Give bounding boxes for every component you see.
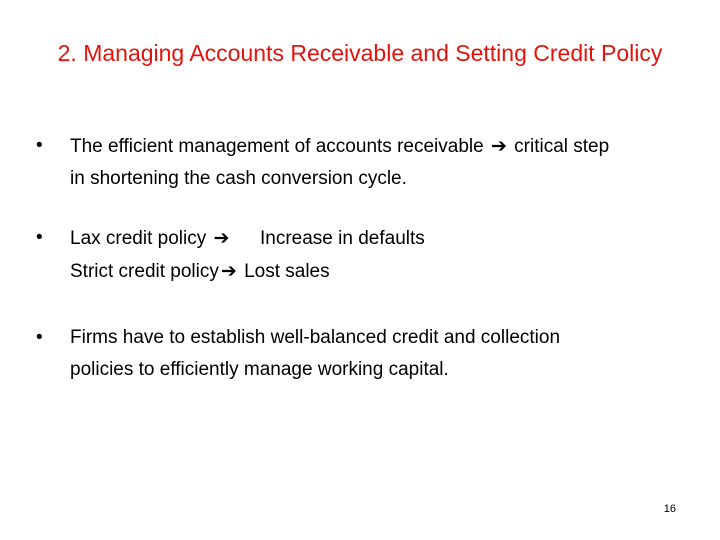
bullet-item: [36, 322, 720, 386]
bullet-text: Lost sales: [244, 261, 330, 282]
right-arrow-icon: ➔: [213, 227, 230, 249]
bullet-line: [70, 354, 720, 386]
right-arrow-icon: ➔: [490, 135, 507, 157]
bullet-line: [70, 255, 720, 288]
bullet-text: policies to efficiently manage working capital.: [70, 359, 449, 380]
bullet-icon: •: [36, 327, 43, 348]
bullet-item: [36, 222, 720, 288]
bullet-item: [36, 130, 720, 195]
bullet-icon: •: [36, 135, 43, 156]
bullet-line: [70, 222, 720, 255]
bullet-line: [70, 322, 720, 354]
bullet-text: critical step: [514, 136, 610, 157]
bullet-line: [70, 130, 720, 163]
bullet-text: Firms have to establish well-balanced credit and collection: [70, 327, 561, 348]
bullet-icon: •: [36, 227, 43, 248]
bullet-line: [70, 163, 720, 195]
bullet-text: Strict credit policy: [70, 261, 219, 282]
bullet-text: in shortening the cash conversion cycle.: [70, 168, 407, 189]
bullet-text: Increase in defaults: [260, 228, 425, 249]
right-arrow-icon: ➔: [220, 260, 237, 282]
bullet-text: Lax credit policy: [70, 228, 207, 249]
page-number: 16: [663, 503, 676, 515]
bullet-text: The efficient management of accounts receivable: [70, 136, 484, 157]
slide-title: 2. Managing Accounts Receivable and Setting Credit Policy: [57, 40, 663, 66]
